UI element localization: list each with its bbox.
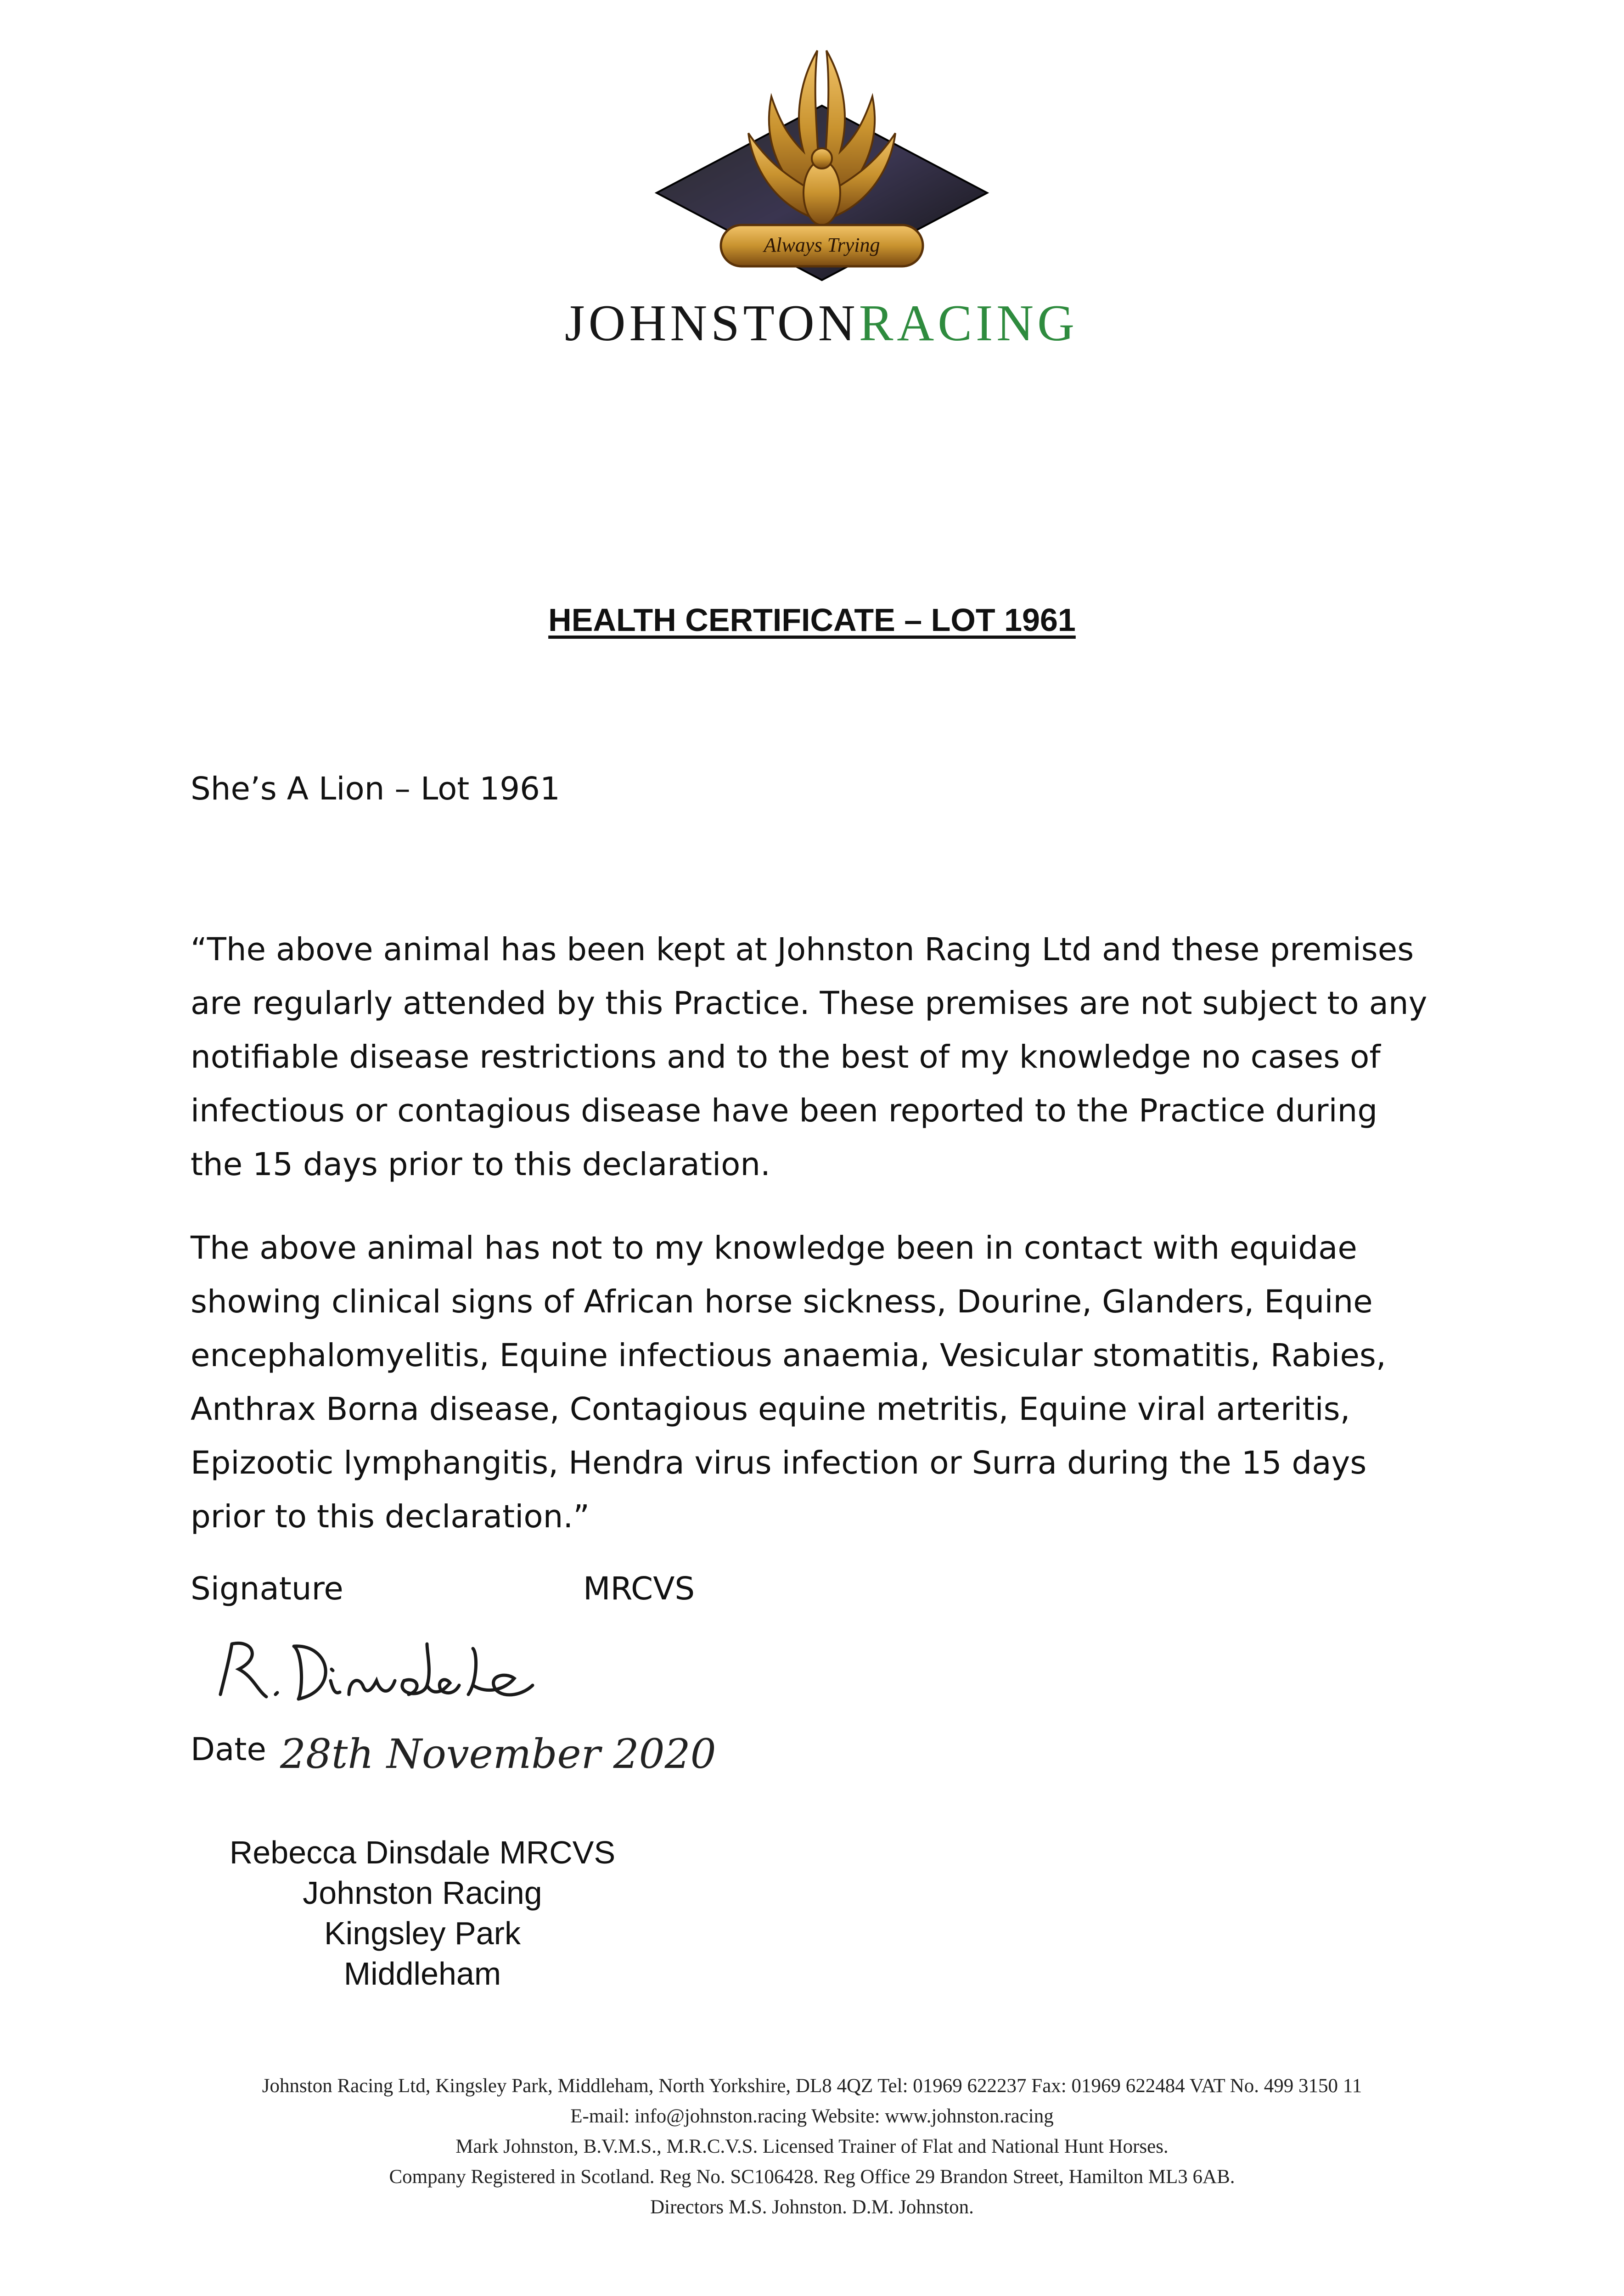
footer-line: Johnston Racing Ltd, Kingsley Park, Middleham, North Yorkshire, DL8 4QZ Tel: 01969 622237 Fax: 01969 622484 VAT No. 499 3150 11 <box>262 2075 1362 2097</box>
svg-text:Always Trying: Always Trying <box>764 234 880 256</box>
handwritten-signature <box>211 1626 542 1717</box>
footer-line: E-mail: info@johnston.racing Website: www.johnston.racing <box>570 2105 1054 2127</box>
signature-label: Signature <box>191 1570 343 1607</box>
handwritten-date <box>275 1717 781 1791</box>
johnston-racing-logo-emblem <box>643 41 1001 298</box>
certificate-title: HEALTH CERTIFICATE – LOT 1961 <box>548 602 1076 638</box>
footer-line: Mark Johnston, B.V.M.S., M.R.C.V.S. Licensed Trainer of Flat and National Hunt Horses. <box>455 2136 1169 2157</box>
brand-johnston: JOHNSTON <box>565 295 859 352</box>
address-line: Kingsley Park <box>324 1915 521 1951</box>
address-line: Johnston Racing <box>303 1875 542 1911</box>
date-label: Date <box>191 1731 266 1768</box>
paragraph-text: The above animal has not to my knowledge been in contact with equidae showing clinical signs of African horse sickness, Dourine, Glanders, Equine encephalomyelitis, Equine infectious anaemia, Vesicular stomatitis, Rabies, Anthrax Borna disease, Contagious equine metritis, Equine viral arteritis, Epizootic lymphangitis, Hendra virus infection or Surra during the 15 days prior to this declaration.” <box>191 1230 1386 1535</box>
qualification-label: MRCVS <box>583 1570 695 1607</box>
company-footer <box>0 2071 1624 2223</box>
brand-racing: RACING <box>859 295 1079 352</box>
vet-address-stamp <box>216 1832 629 1994</box>
address-line: Middleham <box>343 1956 501 1992</box>
declaration-paragraph-1 <box>191 923 1439 1192</box>
paragraph-text: “The above animal has been kept at Johnston Racing Ltd and these premises are regularly attended by this Practice. These premises are not subject to any notifiable disease restrictions and to the best of my knowledge no cases of infectious or contagious disease have been reported to the Practice during the 15 days prior to this declaration. <box>191 931 1427 1183</box>
footer-line: Company Registered in Scotland. Reg No. SC106428. Reg Office 29 Brandon Street, Hamilton ML3 6AB. <box>389 2166 1235 2188</box>
address-line: Rebecca Dinsdale MRCVS <box>229 1835 616 1870</box>
footer-line: Directors M.S. Johnston. D.M. Johnston. <box>650 2196 974 2218</box>
declaration-paragraph-2 <box>191 1221 1439 1544</box>
svg-text:28th November 2020: 28th November 2020 <box>280 1730 716 1778</box>
brand-wordmark <box>565 294 1079 353</box>
subject-line: She’s A Lion – Lot 1961 <box>191 771 560 807</box>
